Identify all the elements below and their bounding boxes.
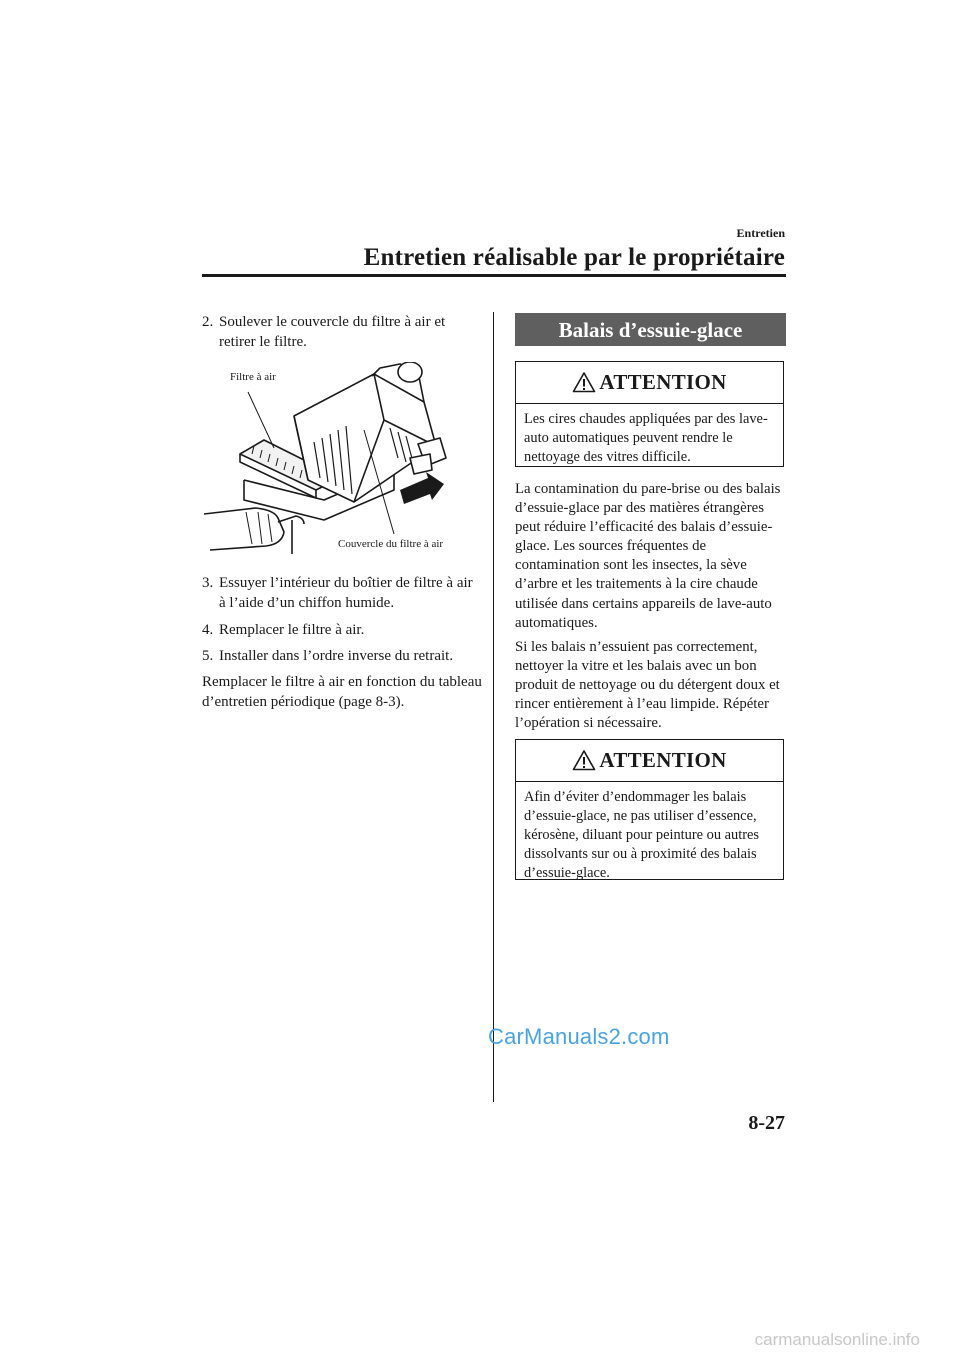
warning-header: [516, 369, 783, 395]
step-text: Installer dans l’ordre inverse du retrait.: [219, 648, 454, 664]
step-3: [202, 573, 482, 613]
section-banner: Balais d’essuie-glace: [515, 313, 786, 346]
warning-text: Afin d’éviter d’endommager les balais d’essuie-glace, ne pas utiliser d’essence, kérosène, diluant pour peinture ou autres dissolvants sur ou à proximité des balais d’essuie-glace.: [524, 789, 759, 881]
page-number: 8-27: [748, 1112, 785, 1134]
step-5: [202, 646, 482, 666]
warning-triangle-icon: [572, 749, 596, 771]
callout-cover: Couvercle du filtre à air: [338, 538, 444, 550]
warning-title: ATTENTION: [599, 369, 727, 394]
step-number: 5.: [202, 648, 214, 664]
air-filter-illustration: [204, 362, 474, 558]
step-text: Soulever le couvercle du filtre à air et retirer le filtre.: [219, 314, 446, 350]
warning-text: Les cires chaudes appliquées par des lave-auto automatiques peuvent rendre le nettoyage des vitres difficile.: [524, 411, 768, 465]
step-number: 4.: [202, 622, 214, 638]
cleaning-paragraph: Si les balais n’essuient pas correctement, nettoyer la vitre et les balais avec un bon produit de nettoyage ou du détergent doux et rincer entièrement à l’eau limpide. Répéter l’opération si nécessaire.: [515, 639, 780, 732]
warning-header: [516, 747, 783, 773]
step-text: Remplacer le filtre à air.: [219, 622, 365, 638]
step-text: Essuyer l’intérieur du boîtier de filtre à air à l’aide d’un chiffon humide.: [219, 575, 473, 611]
column-divider: [493, 312, 494, 1102]
callout-filter: Filtre à air: [230, 371, 276, 383]
step-number: 2.: [202, 314, 214, 330]
section-label: Entretien: [736, 226, 785, 240]
warning-box: [515, 739, 784, 880]
contamination-paragraph: La contamination du pare-brise ou des balais d’essuie-glace par des matières étrangères peut réduire l’efficacité des balais d’essuie-glace. Les sources fréquentes de contamination sont les insectes, la sève d’arbre et les traitements à la cire chaude utilisée dans certains appareils de lave-auto automatiques.: [515, 481, 781, 631]
warning-title: ATTENTION: [599, 747, 727, 772]
site-watermark: carmanualsonline.info: [754, 1330, 920, 1349]
replacement-note: Remplacer le filtre à air en fonction du tableau d’entretien périodique (page 8-3).: [202, 674, 482, 710]
step-2: [202, 312, 482, 352]
step-number: 3.: [202, 575, 214, 591]
page-title: Entretien réalisable par le propriétaire: [363, 244, 785, 271]
warning-box: [515, 361, 784, 467]
watermark-logo: CarManuals2.com: [488, 1024, 670, 1049]
warning-triangle-icon: [572, 371, 596, 393]
header-rule: [202, 274, 786, 277]
step-4: [202, 620, 482, 640]
